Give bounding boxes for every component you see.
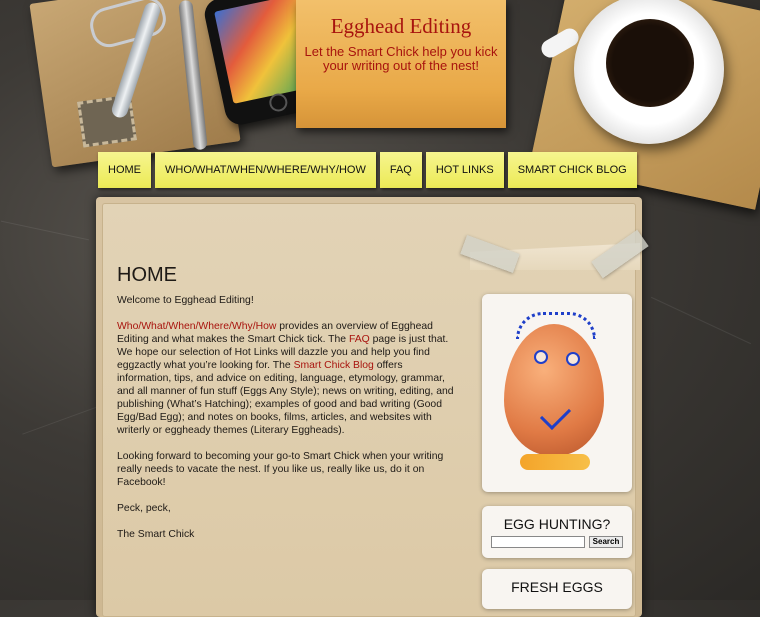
sign-off: Peck, peck,	[117, 503, 171, 514]
intro-text-3: offers information, tips, and advice on editing, language, etymology, grammar, and all manner of fun stuff (Eggs Any Style); news on writing, editing, and publishing (What’s Hatching); examples of good and bad writing (Good Egg/Bad Egg); and notes on books, films, articles, and websites with writerly or eggheady themes (Literary Eggheads).	[117, 360, 454, 436]
main-content	[117, 262, 459, 554]
signature: The Smart Chick	[117, 529, 195, 540]
closing-paragraph: Looking forward to becoming your go-to Smart Chick when your writing really needs to vacate the nest. If you like us, really like us, do it on Facebook!	[117, 451, 444, 488]
intro-text-2: page is just that. We hope our selection of Hot Links will dazzle you and help you find eggzactly what you’re looking for. The	[117, 334, 449, 371]
fresh-eggs-title: FRESH EGGS	[511, 579, 603, 595]
smart-chick-blog-link[interactable]: Smart Chick Blog	[293, 360, 374, 371]
nav-item-faq[interactable]: FAQ	[380, 152, 422, 188]
coffee-cup-decoration	[606, 19, 694, 107]
who-what-link[interactable]: Who/What/When/Where/Why/How	[117, 321, 277, 332]
search-button[interactable]: Search	[589, 536, 624, 548]
background-crack	[651, 297, 751, 344]
page-title: HOME	[117, 264, 177, 286]
search-title: EGG HUNTING?	[503, 516, 611, 532]
welcome-text: Welcome to Egghead Editing!	[117, 295, 254, 306]
main-nav	[98, 152, 641, 188]
search-row	[482, 536, 632, 548]
search-input[interactable]	[491, 536, 585, 548]
nav-item-who-what[interactable]: WHO/WHAT/WHEN/WHERE/WHY/HOW	[155, 152, 376, 188]
egg-feet-icon	[520, 454, 590, 470]
background-crack	[22, 406, 98, 434]
intro-paragraph	[117, 320, 459, 437]
header-note	[296, 0, 506, 128]
egg-eye-icon	[566, 352, 580, 366]
search-box	[482, 506, 632, 558]
nav-item-hot-links[interactable]: HOT LINKS	[426, 152, 504, 188]
egg-mascot-icon	[504, 324, 604, 456]
intro-text-1: provides an overview of Egghead Editing and what makes the Smart Chick tick. The	[117, 321, 433, 345]
faq-link[interactable]: FAQ	[348, 334, 370, 345]
background-crack	[1, 221, 89, 241]
nav-item-blog[interactable]: SMART CHICK BLOG	[508, 152, 637, 188]
egg-eye-icon	[534, 350, 548, 364]
site-title: Egghead Editing	[330, 14, 472, 38]
site-tagline: Let the Smart Chick help you kick your writing out of the nest!	[304, 44, 498, 74]
fresh-eggs-box	[482, 569, 632, 609]
nav-item-home[interactable]: HOME	[98, 152, 151, 188]
egg-mascot-card	[482, 294, 632, 492]
